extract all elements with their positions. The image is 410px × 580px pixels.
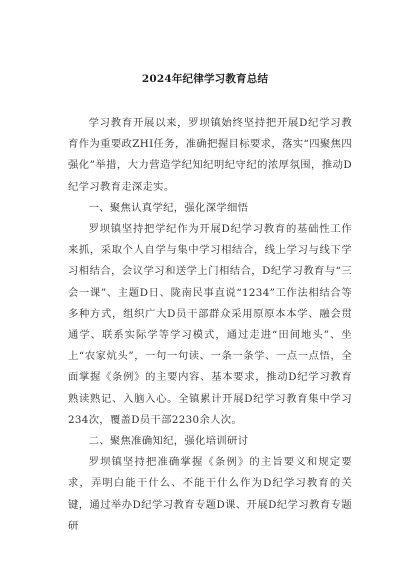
section-heading-2: 二、聚焦准确知纪，强化培训研讨: [88, 435, 249, 448]
section-heading-1: 一、聚焦认真学纪，强化深学细悟: [88, 201, 249, 214]
section-2-paragraph: 罗坝镇坚持把准确掌握《条例》的主旨要义和规定要求，弄明白能干什么、不能干什么作为D纪学习教育的关键，通过举办D纪学习教育专题D课、开展D纪学习教育专题研: [68, 456, 352, 532]
intro-paragraph: 学习教育开展以来，罗坝镇始终坚持把开展D纪学习教育作为重要政ZHI任务，准确把握目标要求，落实“四聚焦四强化”举措，大力营造学纪知纪明纪守纪的浓厚氛围，推动D纪学习教育走深走实。: [68, 117, 352, 193]
section-1-paragraph: 罗坝镇坚持把学纪作为开展D纪学习教育的基础性工作来抓，采取个人自学与集中学习相结合，线上学习与线下学习相结合，会议学习和送学上门相结合，D纪学习教育与“三会一课”、主题D日、陇南民事直说“1234”工作法相结合等多种方式，组织广大D员干部群众采用原原本本学、融会贯通学、联系实际学等学习模式，通过走进“田间地头”、坐上“农家炕头”，一句一句读、一条一条学、一点一点悟，全面掌握《条例》的主要内容、基本要求，推动D纪学习教育熟读熟记、入脑入心。全镇累计开展D纪学习教育集中学习234次，覆盖D员干部2230余人次。: [68, 223, 352, 426]
document-title: 2024年纪律学习教育总结: [141, 73, 269, 85]
document-body: [68, 113, 352, 537]
